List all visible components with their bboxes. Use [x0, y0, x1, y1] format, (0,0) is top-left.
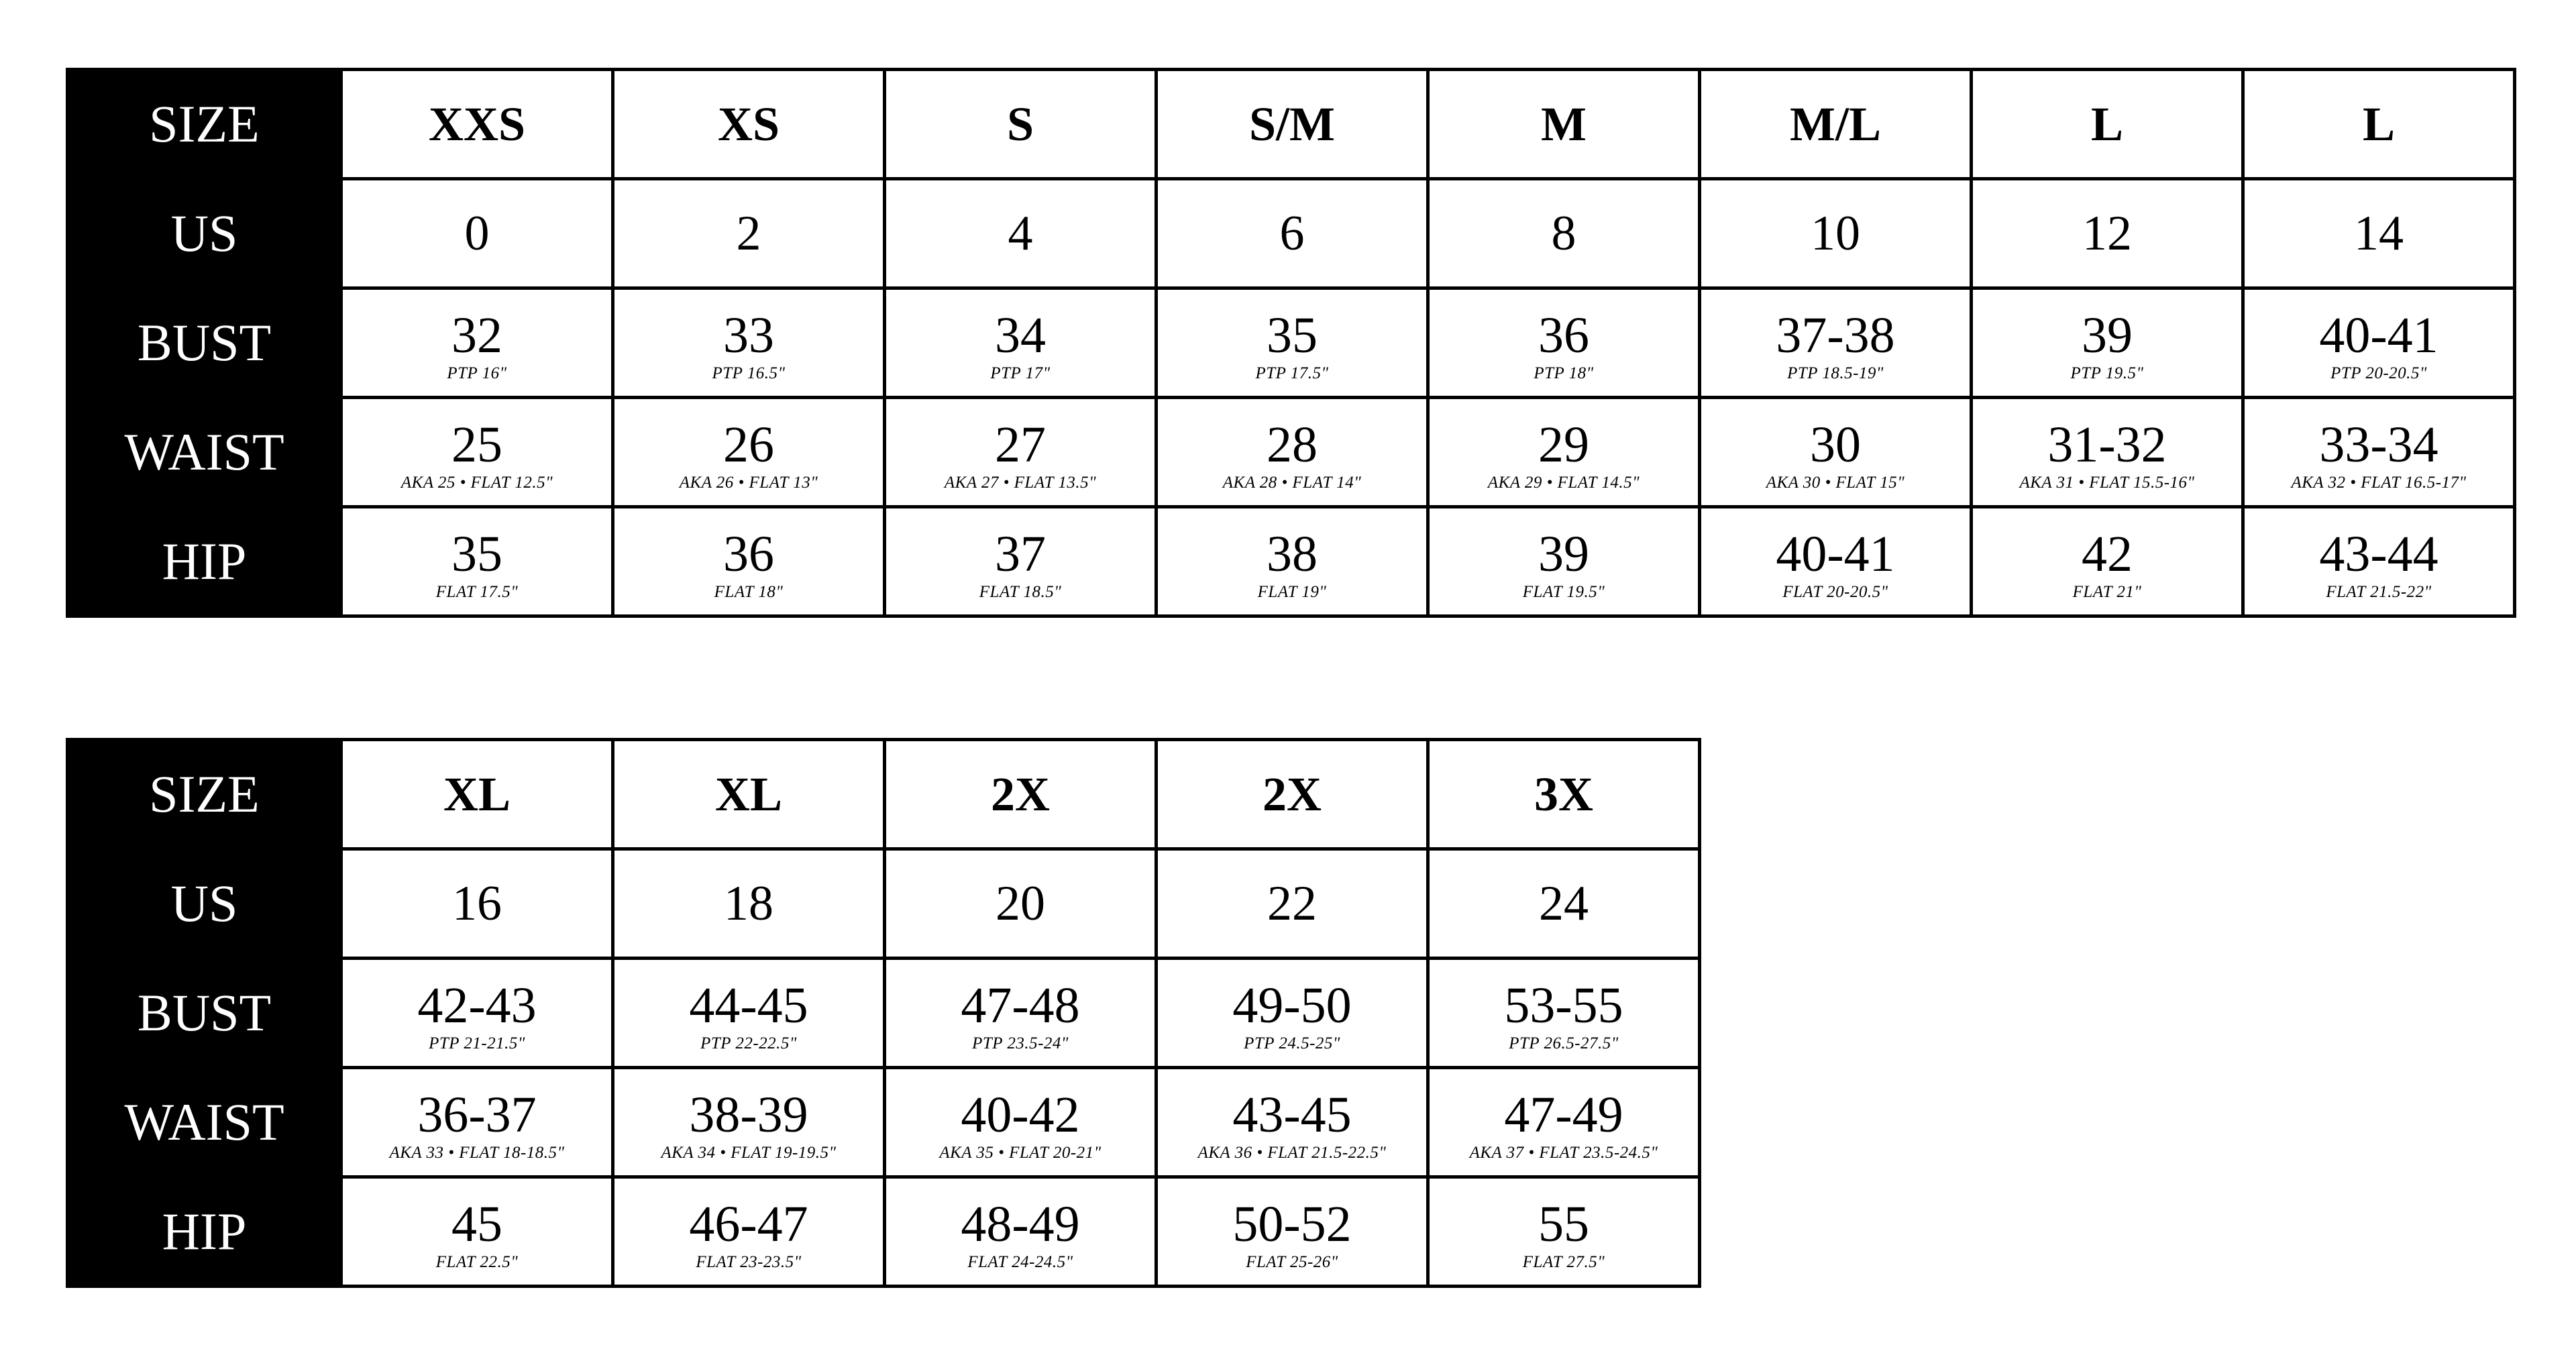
bust-cell	[885, 288, 1157, 398]
hip-value: 50-52	[1232, 1196, 1352, 1252]
waist-value: 47-49	[1504, 1087, 1623, 1143]
waist-cell	[613, 1068, 885, 1177]
hip-value: 48-49	[961, 1196, 1080, 1252]
waist-value: 28	[1267, 417, 1318, 473]
size-cell: 3X	[1428, 740, 1700, 849]
waist-value: 40-42	[961, 1087, 1080, 1143]
bust-note: PTP 18.5-19"	[1787, 364, 1884, 382]
waist-cell	[885, 1068, 1157, 1177]
bust-cell	[2243, 288, 2515, 398]
hip-value: 55	[1538, 1196, 1589, 1252]
hip-note: FLAT 25-26"	[1246, 1253, 1338, 1271]
waist-cell	[1700, 398, 1972, 507]
bust-value: 53-55	[1504, 977, 1623, 1034]
size-cell: L	[2243, 70, 2515, 179]
waist-note: AKA 27 • FLAT 13.5"	[944, 474, 1097, 492]
hip-value: 43-44	[2319, 526, 2438, 582]
bust-note: PTP 26.5-27.5"	[1509, 1034, 1619, 1052]
bust-cell	[885, 959, 1157, 1068]
bust-value: 36	[1538, 307, 1589, 364]
bust-cell	[1972, 288, 2243, 398]
hip-row	[68, 1177, 1700, 1287]
row-label-size: SIZE	[68, 70, 341, 179]
bust-cell	[1428, 959, 1700, 1068]
hip-cell	[341, 507, 613, 616]
bust-value: 32	[451, 307, 502, 364]
bust-note: PTP 20-20.5"	[2330, 364, 2427, 382]
hip-value: 38	[1267, 526, 1318, 582]
row-label-us: US	[68, 849, 341, 959]
bust-cell	[341, 959, 613, 1068]
row-label-size: SIZE	[68, 740, 341, 849]
us-size-cell: 8	[1428, 179, 1700, 288]
hip-note: FLAT 18"	[714, 583, 784, 601]
waist-value: 27	[995, 417, 1046, 473]
size-cell: XL	[613, 740, 885, 849]
bust-value: 33	[723, 307, 774, 364]
size-cell: 2X	[885, 740, 1157, 849]
waist-note: AKA 32 • FLAT 16.5-17"	[2291, 474, 2467, 492]
hip-cell	[885, 507, 1157, 616]
us-size-cell: 14	[2243, 179, 2515, 288]
hip-cell	[2243, 507, 2515, 616]
hip-value: 45	[451, 1196, 502, 1252]
bust-value: 47-48	[961, 977, 1080, 1034]
waist-row	[68, 398, 2515, 507]
hip-cell	[613, 1177, 885, 1287]
bust-value: 42-43	[417, 977, 537, 1034]
waist-value: 38-39	[689, 1087, 808, 1143]
bust-note: PTP 24.5-25"	[1244, 1034, 1340, 1052]
size-cell: S/M	[1157, 70, 1428, 179]
hip-cell	[1157, 507, 1428, 616]
us-size-cell: 0	[341, 179, 613, 288]
waist-value: 31-32	[2047, 417, 2167, 473]
waist-value: 36-37	[417, 1087, 537, 1143]
hip-cell	[1157, 1177, 1428, 1287]
row-label-hip: HIP	[68, 1177, 341, 1287]
hip-value: 40-41	[1776, 526, 1895, 582]
bust-note: PTP 16"	[447, 364, 507, 382]
row-label-waist: WAIST	[68, 398, 341, 507]
hip-cell	[1700, 507, 1972, 616]
hip-note: FLAT 27.5"	[1522, 1253, 1605, 1271]
bust-note: PTP 22-22.5"	[700, 1034, 797, 1052]
waist-note: AKA 33 • FLAT 18-18.5"	[389, 1144, 565, 1162]
waist-cell	[341, 1068, 613, 1177]
hip-note: FLAT 24-24.5"	[967, 1253, 1073, 1271]
waist-cell	[1157, 398, 1428, 507]
waist-value: 33-34	[2319, 417, 2438, 473]
row-label-waist: WAIST	[68, 1068, 341, 1177]
bust-value: 39	[2082, 307, 2133, 364]
hip-value: 37	[995, 526, 1046, 582]
waist-cell	[1157, 1068, 1428, 1177]
waist-note: AKA 30 • FLAT 15"	[1766, 474, 1905, 492]
hip-cell	[1428, 1177, 1700, 1287]
hip-note: FLAT 18.5"	[979, 583, 1062, 601]
hip-cell	[341, 1177, 613, 1287]
size-cell: 2X	[1157, 740, 1428, 849]
us-size-cell: 6	[1157, 179, 1428, 288]
hip-cell	[1972, 507, 2243, 616]
size-cell: XL	[341, 740, 613, 849]
size-cell: XS	[613, 70, 885, 179]
row-label-hip: HIP	[68, 507, 341, 616]
waist-note: AKA 29 • FLAT 14.5"	[1487, 474, 1640, 492]
bust-cell	[341, 288, 613, 398]
hip-value: 46-47	[689, 1196, 808, 1252]
waist-value: 25	[451, 417, 502, 473]
waist-cell	[885, 398, 1157, 507]
size-cell: L	[1972, 70, 2243, 179]
row-label-bust: BUST	[68, 959, 341, 1068]
us-size-cell: 2	[613, 179, 885, 288]
bust-cell	[1157, 288, 1428, 398]
bust-cell	[1157, 959, 1428, 1068]
size-row	[68, 70, 2515, 179]
bust-cell	[1700, 288, 1972, 398]
us-size-cell: 12	[1972, 179, 2243, 288]
waist-note: AKA 26 • FLAT 13"	[679, 474, 818, 492]
waist-cell	[341, 398, 613, 507]
bust-row	[68, 959, 1700, 1068]
hip-note: FLAT 17.5"	[435, 583, 519, 601]
waist-note: AKA 31 • FLAT 15.5-16"	[2019, 474, 2195, 492]
size-chart-table-2	[66, 738, 1701, 1288]
hip-value: 35	[451, 526, 502, 582]
hip-note: FLAT 21.5-22"	[2326, 583, 2432, 601]
waist-cell	[2243, 398, 2515, 507]
bust-note: PTP 21-21.5"	[429, 1034, 525, 1052]
bust-note: PTP 19.5"	[2070, 364, 2144, 382]
bust-value: 49-50	[1232, 977, 1352, 1034]
waist-row	[68, 1068, 1700, 1177]
waist-cell	[1972, 398, 2243, 507]
bust-row	[68, 288, 2515, 398]
hip-row	[68, 507, 2515, 616]
bust-cell	[613, 959, 885, 1068]
hip-note: FLAT 19"	[1257, 583, 1327, 601]
waist-cell	[1428, 1068, 1700, 1177]
bust-note: PTP 17.5"	[1255, 364, 1329, 382]
hip-value: 42	[2082, 526, 2133, 582]
us-row	[68, 849, 1700, 959]
waist-note: AKA 36 • FLAT 21.5-22.5"	[1197, 1144, 1387, 1162]
us-size-cell: 18	[613, 849, 885, 959]
us-size-cell: 4	[885, 179, 1157, 288]
waist-note: AKA 25 • FLAT 12.5"	[400, 474, 553, 492]
us-size-cell: 10	[1700, 179, 1972, 288]
us-row	[68, 179, 2515, 288]
bust-note: PTP 17"	[990, 364, 1051, 382]
waist-cell	[1428, 398, 1700, 507]
us-size-cell: 20	[885, 849, 1157, 959]
us-size-cell: 16	[341, 849, 613, 959]
hip-note: FLAT 21"	[2072, 583, 2142, 601]
waist-value: 26	[723, 417, 774, 473]
hip-cell	[885, 1177, 1157, 1287]
waist-cell	[613, 398, 885, 507]
bust-value: 35	[1267, 307, 1318, 364]
hip-value: 36	[723, 526, 774, 582]
bust-cell	[1428, 288, 1700, 398]
hip-note: FLAT 19.5"	[1522, 583, 1605, 601]
us-size-cell: 24	[1428, 849, 1700, 959]
size-cell: M	[1428, 70, 1700, 179]
us-size-cell: 22	[1157, 849, 1428, 959]
waist-value: 30	[1810, 417, 1861, 473]
bust-value: 37-38	[1776, 307, 1895, 364]
hip-cell	[1428, 507, 1700, 616]
size-row	[68, 740, 1700, 849]
bust-note: PTP 16.5"	[712, 364, 786, 382]
bust-note: PTP 18"	[1534, 364, 1594, 382]
waist-note: AKA 35 • FLAT 20-21"	[939, 1144, 1102, 1162]
size-cell: S	[885, 70, 1157, 179]
hip-note: FLAT 20-20.5"	[1782, 583, 1888, 601]
hip-cell	[613, 507, 885, 616]
size-cell: M/L	[1700, 70, 1972, 179]
waist-note: AKA 28 • FLAT 14"	[1222, 474, 1362, 492]
hip-value: 39	[1538, 526, 1589, 582]
waist-value: 29	[1538, 417, 1589, 473]
waist-note: AKA 37 • FLAT 23.5-24.5"	[1469, 1144, 1658, 1162]
hip-note: FLAT 23-23.5"	[696, 1253, 802, 1271]
waist-note: AKA 34 • FLAT 19-19.5"	[661, 1144, 837, 1162]
size-chart-table-1	[66, 68, 2516, 618]
bust-value: 34	[995, 307, 1046, 364]
bust-note: PTP 23.5-24"	[972, 1034, 1069, 1052]
hip-note: FLAT 22.5"	[435, 1253, 519, 1271]
bust-value: 44-45	[689, 977, 808, 1034]
bust-value: 40-41	[2319, 307, 2438, 364]
waist-value: 43-45	[1232, 1087, 1352, 1143]
row-label-us: US	[68, 179, 341, 288]
row-label-bust: BUST	[68, 288, 341, 398]
size-cell: XXS	[341, 70, 613, 179]
bust-cell	[613, 288, 885, 398]
